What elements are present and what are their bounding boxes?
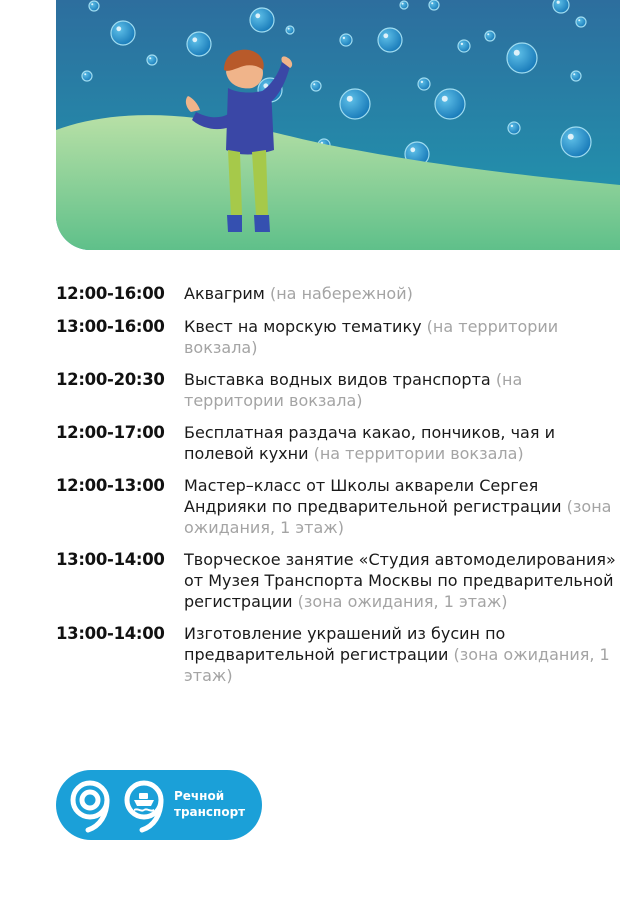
bubble-highlight <box>192 37 197 42</box>
bubble-highlight <box>557 1 560 4</box>
bubble <box>340 34 352 46</box>
schedule-row <box>56 623 616 686</box>
bubble <box>429 0 439 10</box>
hero-illustration <box>56 0 620 250</box>
schedule-row <box>56 475 616 538</box>
bubble-highlight <box>568 134 574 140</box>
bubble <box>147 55 157 65</box>
bubble-highlight <box>410 147 415 152</box>
bubble <box>340 89 370 119</box>
bubble <box>571 71 581 81</box>
bubble-highlight <box>343 37 345 39</box>
schedule-description <box>184 422 616 464</box>
bubble-highlight <box>116 26 121 31</box>
bubble <box>378 28 402 52</box>
schedule-row <box>56 549 616 612</box>
event-title: Изготовление украшений из бусин по предварительной регистрации <box>184 624 506 664</box>
bubble-highlight <box>288 28 290 30</box>
bubble <box>250 8 274 32</box>
bubble <box>553 0 569 13</box>
bubble <box>286 26 294 34</box>
bubble-highlight <box>431 2 433 4</box>
bubble-highlight <box>461 43 463 45</box>
bubble <box>400 1 408 9</box>
bubble <box>507 43 537 73</box>
river-transport-logo <box>56 770 262 840</box>
bubble <box>418 78 430 90</box>
bubble-highlight <box>578 19 580 21</box>
schedule-time: 13:00-16:00 <box>56 317 165 336</box>
bubble-highlight <box>511 125 513 127</box>
event-location: (зона ожидания, 1 этаж) <box>184 645 610 685</box>
bubble <box>311 81 321 91</box>
bubble-highlight <box>313 83 315 85</box>
schedule-description <box>184 475 616 538</box>
bubble <box>111 21 135 45</box>
boy-with-bubbles-illustration <box>56 0 620 250</box>
bubble-highlight <box>402 3 404 5</box>
event-title: Аквагрим <box>184 284 265 303</box>
schedule-time: 12:00-16:00 <box>56 284 165 303</box>
schedule-time: 12:00-13:00 <box>56 476 165 495</box>
bubble-highlight <box>255 13 260 18</box>
schedule-time: 13:00-14:00 <box>56 624 165 643</box>
bubble <box>576 17 586 27</box>
bubble <box>458 40 470 52</box>
event-location: (на территории вокзала) <box>313 444 524 463</box>
bubble <box>89 1 99 11</box>
bubble-highlight <box>573 73 575 75</box>
bubble-highlight <box>487 33 489 35</box>
schedule-row <box>56 369 616 411</box>
schedule-description <box>184 623 616 686</box>
schedule-description <box>184 316 616 358</box>
logo-line-1: Речной <box>174 789 225 803</box>
schedule-list <box>56 283 616 697</box>
event-location: (зона ожидания, 1 этаж) <box>297 592 508 611</box>
bubble-highlight <box>421 81 423 83</box>
bubble-highlight <box>91 3 93 5</box>
bubble <box>82 71 92 81</box>
logo-line-2: транспорт <box>174 805 246 819</box>
event-location: (на территории вокзала) <box>184 370 523 410</box>
schedule-time: 12:00-17:00 <box>56 423 165 442</box>
schedule-row <box>56 422 616 464</box>
event-location: (на набережной) <box>269 284 413 303</box>
event-title: Бесплатная раздача какао, пончиков, чая и полевой кухни <box>184 423 555 463</box>
bubble-highlight <box>149 57 151 59</box>
event-title: Творческое занятие «Студия автомоделирования» от Музея Транспорта Москвы по предварительной регистрации <box>184 550 616 611</box>
bubble-highlight <box>442 96 448 102</box>
bubble-highlight <box>383 33 388 38</box>
schedule-time: 13:00-14:00 <box>56 550 165 569</box>
schedule-time: 12:00-20:30 <box>56 370 165 389</box>
schedule-description <box>184 283 616 304</box>
bubble-highlight <box>347 96 353 102</box>
bubble-highlight <box>84 73 86 75</box>
event-title: Выставка водных видов транспорта <box>184 370 491 389</box>
bubble-highlight <box>514 50 520 56</box>
schedule-row <box>56 283 616 305</box>
bubble <box>485 31 495 41</box>
bubble <box>561 127 591 157</box>
bubble <box>435 89 465 119</box>
event-location: (зона ожидания, 1 этаж) <box>184 497 612 537</box>
event-title: Мастер–класс от Школы акварели Сергея Андрияки по предварительной регистрации <box>184 476 562 516</box>
schedule-description <box>184 549 616 612</box>
bubble <box>187 32 211 56</box>
schedule-description <box>184 369 616 411</box>
event-title: Квест на морскую тематику <box>184 317 422 336</box>
schedule-row <box>56 316 616 358</box>
event-location: (на территории вокзала) <box>184 317 559 357</box>
bubble <box>508 122 520 134</box>
